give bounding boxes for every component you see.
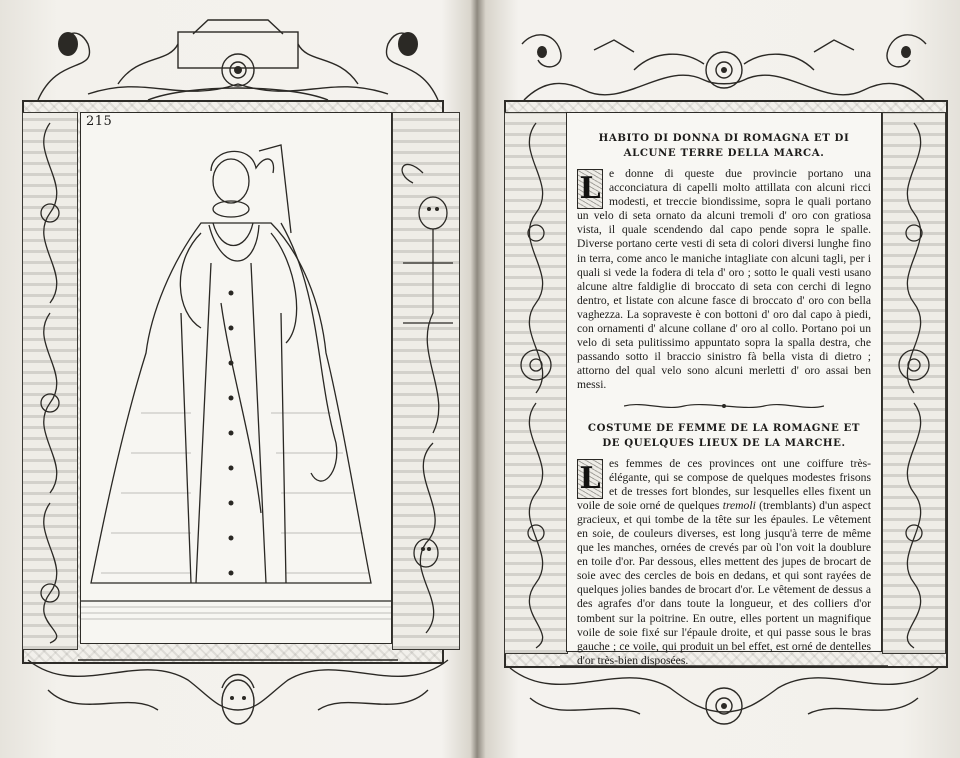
french-body-text-end: (tremblants) d'un aspect gracieux, et qui tombe de la tête sur les épaules. Le vêtement en soie, de couleurs diverses, est long jusqu'à terre de même que les manches, ornées de crevés par où l'on voit la doublure en toile d'or. Par dessous, elles mettent des jupes de brocart de soie avec des cercles de bois en dedans, et qui sont rayées de quelques jolies bandes de brocart d'or. Le vêtement de dessus a des agrafes d'or dans toute la longueur, et des colliers d'or tombent sur la poitrine. En outre, elles portent un magnifique voile de soie fixé sur l'épaule droite, et qui passe sous le bras gauche ; ce voile, qui produit un bel effet, est orné de dentelles d'or très-bien disposées. [577, 498, 871, 667]
italian-heading: HABITO DI DONNA DI ROMAGNA ET DI ALCUNE TERRE DELLA MARCA. [598, 132, 850, 159]
section-divider [624, 401, 824, 411]
italian-body-text: e donne di queste due provincie portano una acconciatura di capelli molto attillata con alcuni ricci modesti, et treccie biondissime, sopra le quali portano un velo di seta ornato da alcuni tremoli d' oro con gratiosa vista, il quale scendendo dal capo pende sopra le spalle. Diverse portano certe vesti di seta di colori diversi lunghe fino in terra, come anco le maniche intagliate con alcuni tagli, per i quali si vede la fodera di tela d' oro ; sotto le quali vesti usano alcune altre faldiglie di broccato di seta con cerchi di legno dentro, et listate con alcune fasce di broccato d' oro con bella vaghezza. La sopraveste è con bottoni d' oro dal capo à piedi, con ornamenti d' alcune collane d' oro al collo. Portano poi un velo di seta pulitissimo appuntato sopra la spalla destra, che passando sotto il braccio sinistro fà bella vista di dietro ; attorno del qual velo sono alcuni merletti d' oro assai ben messi. [577, 167, 871, 392]
top-ornament [504, 20, 944, 116]
woman-figure-illustration [81, 113, 391, 643]
left-page [0, 0, 478, 758]
text-panel [566, 112, 882, 667]
bottom-ornament [18, 640, 458, 736]
french-dropcap: L [577, 459, 603, 499]
right-column-ornament [392, 112, 460, 650]
right-page [482, 0, 960, 758]
bottom-ornament [500, 648, 948, 736]
french-body [577, 457, 871, 668]
top-ornament [28, 14, 448, 110]
french-body-italic: tremoli [722, 498, 756, 512]
costume-illustration-plate [80, 112, 392, 644]
french-heading: COSTUME DE FEMME DE LA ROMAGNE ET DE QUELQUES LIEUX DE LA MARCHE. [587, 421, 861, 449]
left-column-ornament [504, 112, 568, 654]
italian-body [577, 167, 871, 393]
french-body-text-start: es femmes de ces provinces ont une coiffure très-élégante, qui se compose de quelques modestes frisons et de tresses fort blondes, sur lesquelles elles fixent un voile de soie orné de quelques [577, 456, 871, 512]
right-column-ornament [882, 112, 946, 654]
left-column-ornament [22, 112, 78, 650]
italian-dropcap: L [577, 169, 603, 209]
page-number: 215 [86, 114, 113, 129]
